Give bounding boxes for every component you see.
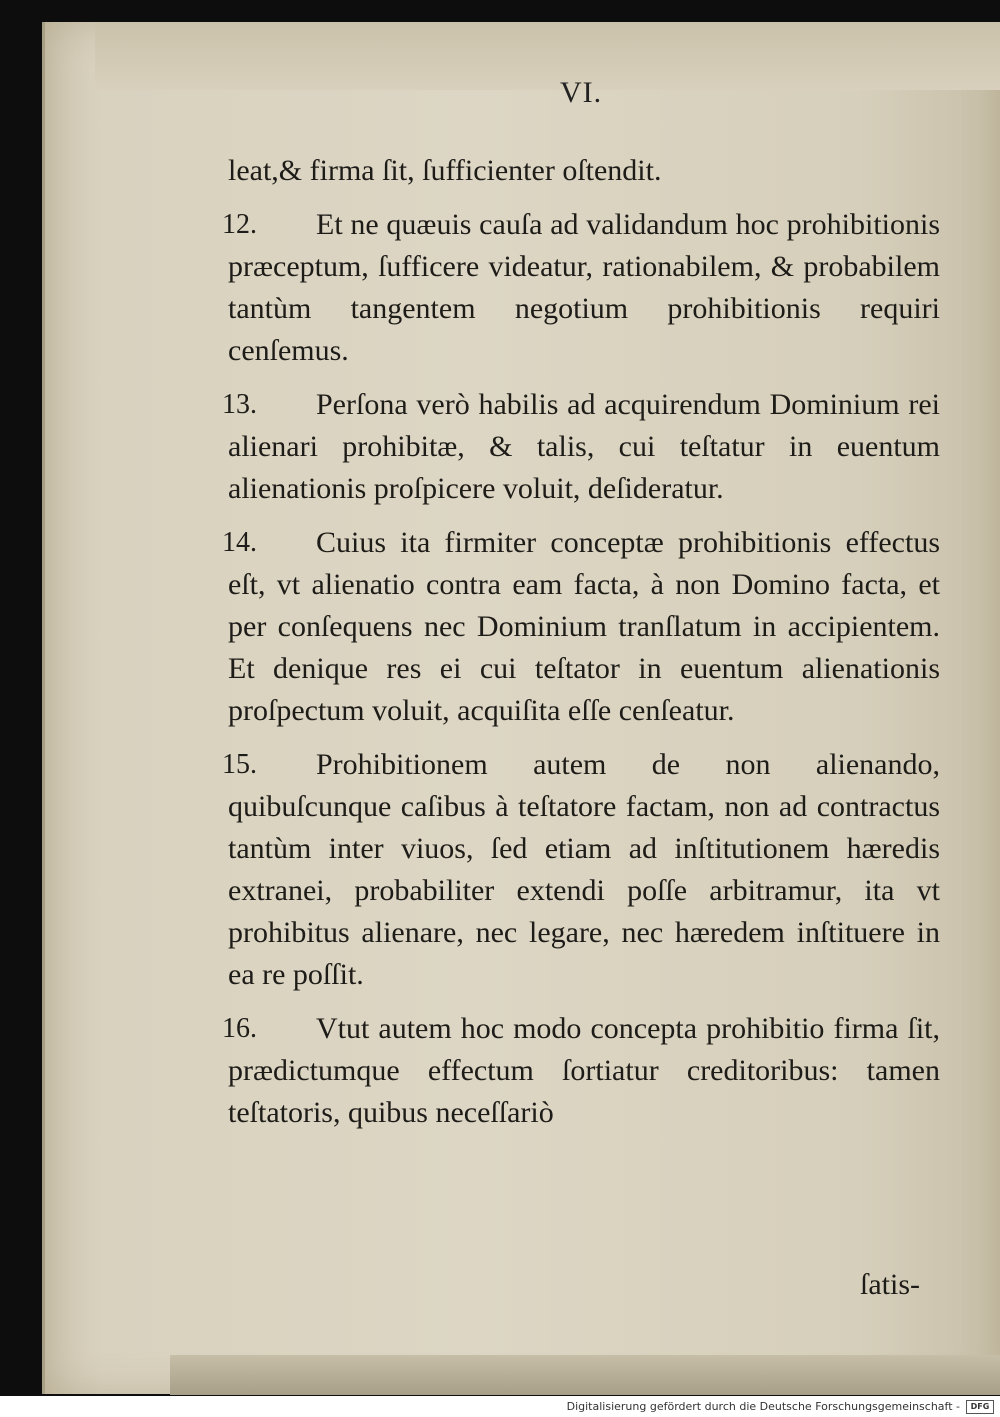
paragraph-16 (222, 1008, 940, 1134)
paragraph-text: Perſona verò habilis ad acquirendum Dominium rei alienari prohibitæ, & talis, cui teſtatur in euentum alienationis proſpicere voluit, deſideratur. (228, 388, 940, 505)
paragraph-text: Cuius ita firmiter conceptæ prohibitionis effectus eſt, vt alienatio contra eam facta, à non Domino facta, et per conſequens nec Dominium tranſlatum in accipientem. Et denique res ei cui teſtator in euentum alienationis proſpectum voluit, acquiſita eſſe cenſeatur. (228, 526, 940, 727)
paragraph-12 (222, 204, 940, 372)
first-line: leat,& firma ſit, ſufficienter oſtendit. (228, 154, 662, 187)
paragraph-text: Vtut autem hoc modo concepta prohibitio firma ſit, prædictumque effectum ſortiatur creditoribus: tamen teſtatoris, quibus neceſſariò (228, 1012, 940, 1129)
signature-mark: VI. (560, 76, 603, 109)
dfg-logo: DFG (966, 1400, 994, 1414)
catchword: ſatis- (860, 1268, 920, 1301)
page-top-edge (95, 22, 1000, 90)
paragraph-text: Prohibitionem autem de non alienando, quibuſcunque caſibus à teſtatore factam, non ad contractus tantùm inter viuos, ſed etiam ad inſtitutionem hæredis extranei, probabiliter extendi poſſe arbitramur, ita vt prohibitus alienare, nec legare, nec hæredem inſtituere in ea re poſſit. (228, 748, 940, 991)
paragraph-15 (222, 744, 940, 996)
paragraph-number: 13. (222, 389, 257, 420)
page-text (222, 150, 940, 1146)
paragraph-number: 16. (222, 1013, 257, 1044)
paragraph-number: 14. (222, 527, 257, 558)
paragraph-text: Et ne quæuis cauſa ad validandum hoc prohibitionis præceptum, ſufficere videatur, rationabilem, & probabilem tantùm tangentem negotium prohibitionis requiri cenſemus. (228, 208, 940, 367)
paragraph-14 (222, 522, 940, 732)
footer-credit: Digitalisierung gefördert durch die Deutsche Forschungsgemeinschaft - (566, 1400, 960, 1413)
paragraph-13 (222, 384, 940, 510)
digitization-footer (0, 1396, 1000, 1417)
paragraph-number: 12. (222, 209, 257, 240)
paragraph-number: 15. (222, 749, 257, 780)
page-bottom-edge (170, 1355, 1000, 1395)
